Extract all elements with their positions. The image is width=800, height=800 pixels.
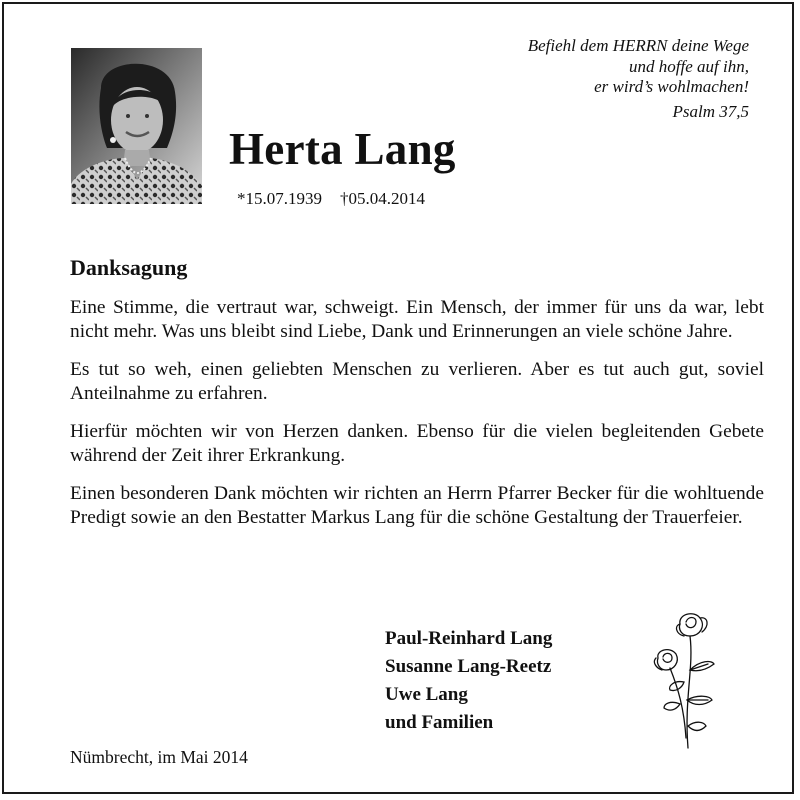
paragraph: Eine Stimme, die vertraut war, schweigt. Ein Mensch, der immer für uns da war, lebt nicht mehr. Was uns bleibt sind Liebe, Dank und Erinnerungen an viele schöne Jahre.: [70, 297, 764, 342]
signatory: und Familien: [385, 712, 494, 733]
place-date: Nümbrecht, im Mai 2014: [70, 747, 248, 767]
birth-date: *15.07.1939: [237, 189, 322, 208]
signatory: Paul-Reinhard Lang: [385, 628, 553, 649]
signatory: Uwe Lang: [385, 684, 468, 705]
paragraph: Hierfür möchten wir von Herzen danken. Ebenso für die vielen begleitenden Gebete während der Zeit ihrer Erkrankung.: [70, 421, 764, 466]
thank-you-text: [70, 296, 764, 530]
quote-line: und hoffe auf ihn,: [629, 56, 749, 76]
life-dates: [237, 189, 425, 209]
deceased-name: Herta Lang: [229, 124, 456, 174]
section-heading: Danksagung: [70, 255, 188, 280]
signatories: [385, 625, 552, 737]
paragraph: Es tut so weh, einen geliebten Menschen zu verlieren. Aber es tut auch gut, soviel Anteilnahme zu erfahren.: [70, 359, 764, 404]
death-date: †05.04.2014: [340, 189, 425, 208]
quote-line: er wird’s wohlmachen!: [594, 77, 749, 96]
quote-line: Befiehl dem HERRN deine Wege: [527, 36, 749, 55]
quote-reference: Psalm 37,5: [672, 101, 749, 121]
rose-icon: [650, 608, 720, 750]
bible-quote: [528, 36, 749, 122]
paragraph: Einen besonderen Dank möchten wir richten an Herrn Pfarrer Becker für die wohltuende Predigt sowie an den Bestatter Markus Lang für die schöne Gestaltung der Trauerfeier.: [70, 483, 764, 528]
signatory: Susanne Lang-Reetz: [385, 656, 552, 677]
portrait-photo: [71, 48, 202, 204]
